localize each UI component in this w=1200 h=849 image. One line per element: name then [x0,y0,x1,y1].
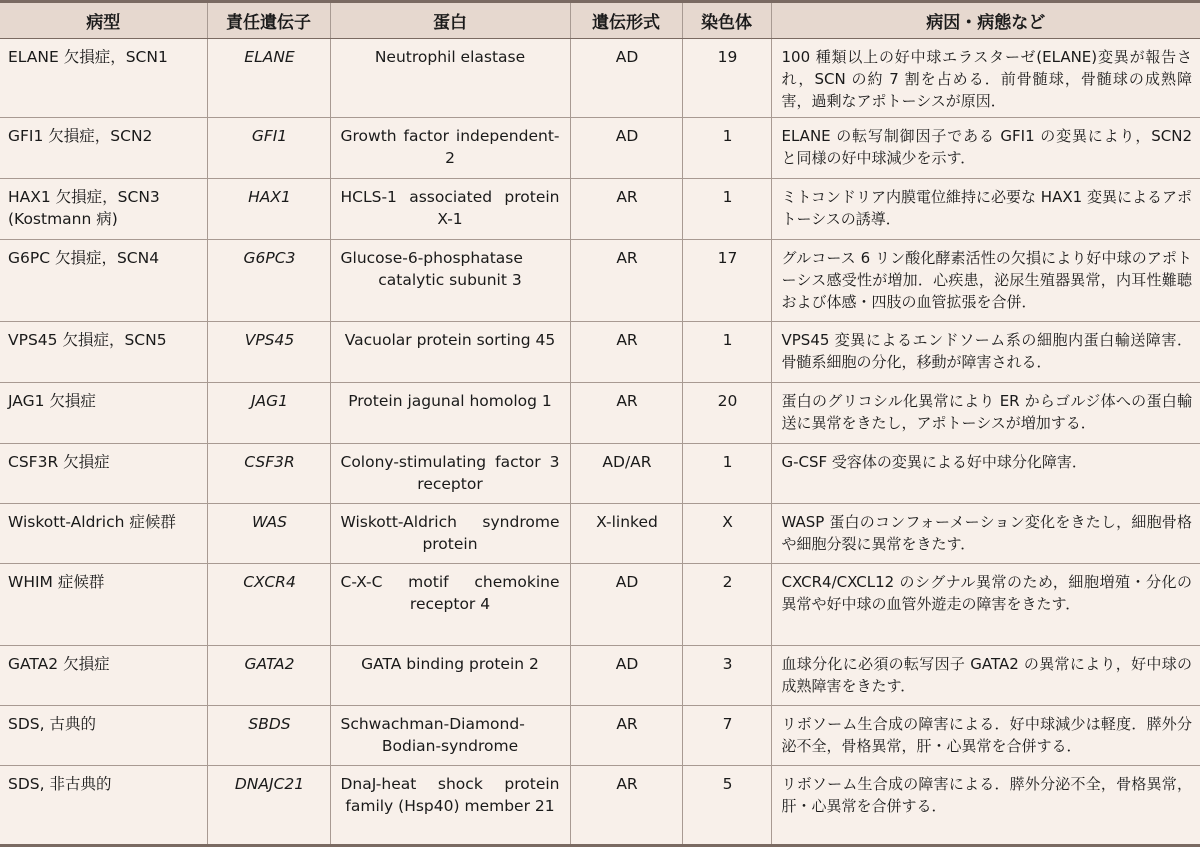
table-row [0,766,1200,846]
type-line: SDS, 古典的 [8,715,96,733]
table-row [0,322,1200,383]
description-cell: 蛋白のグリコシル化異常により ER からゴルジ体への蛋白輸送に異常をきたし，アポトーシスが増加する． [771,383,1200,444]
type-line: HAX1 欠損症，SCN3 [8,188,160,206]
protein-cell: HCLS-1 associated protein X-1 [330,179,570,240]
inheritance-cell: AR [570,179,682,240]
description-cell: グルコース 6 リン酸化酵素活性の欠損により好中球のアポトーシス感受性が増加．心疾患，泌尿生殖器異常，内耳性難聴および体感・四肢の血管拡張を合併． [771,240,1200,322]
type-line: JAG1 欠損症 [8,392,96,410]
type-cell [0,383,207,444]
table-row [0,179,1200,240]
table-row [0,39,1200,118]
inheritance-cell: X-linked [570,504,682,564]
type-line: CSF3R 欠損症 [8,453,110,471]
chromosome-cell: 5 [682,766,771,846]
type-line: ELANE 欠損症，SCN1 [8,48,168,66]
chromosome-cell: 1 [682,322,771,383]
type-line: Wiskott-Aldrich 症候群 [8,513,176,531]
table-row [0,240,1200,322]
gene-cell: SBDS [207,706,330,766]
table-body [0,39,1200,846]
inheritance-cell: AD [570,118,682,179]
type-line: SDS, 非古典的 [8,775,112,793]
description-cell: VPS45 変異によるエンドソーム系の細胞内蛋白輸送障害．骨髄系細胞の分化，移動が障害される． [771,322,1200,383]
description-cell: 100 種類以上の好中球エラスターゼ(ELANE)変異が報告され，SCN の約 7 割を占める．前骨髄球，骨髄球の成熟障害，過剰なアポトーシスが原因． [771,39,1200,118]
table-row [0,706,1200,766]
table-row [0,383,1200,444]
gene-cell: GFI1 [207,118,330,179]
description-cell: WASP 蛋白のコンフォーメーション変化をきたし，細胞骨格や細胞分裂に異常をきたす． [771,504,1200,564]
inheritance-cell: AD [570,39,682,118]
type-cell [0,504,207,564]
type-line: GATA2 欠損症 [8,655,110,673]
type-cell [0,646,207,706]
description-cell: G-CSF 受容体の変異による好中球分化障害． [771,444,1200,504]
gene-cell: VPS45 [207,322,330,383]
chromosome-cell: 2 [682,564,771,646]
type-cell [0,564,207,646]
inheritance-cell: AR [570,766,682,846]
type-cell [0,444,207,504]
type-cell [0,118,207,179]
header-inheritance: 遺伝形式 [570,2,682,39]
header-disease-type: 病型 [0,2,207,39]
chromosome-cell: 17 [682,240,771,322]
type-cell [0,766,207,846]
gene-cell: ELANE [207,39,330,118]
type-cell [0,39,207,118]
description-cell: リボソーム生合成の障害による．好中球減少は軽度．膵外分泌不全，骨格異常，肝・心異常を合併する． [771,706,1200,766]
protein-cell: Schwachman-Diamond-Bodian-syndrome [330,706,570,766]
header-protein: 蛋白 [330,2,570,39]
table-row [0,444,1200,504]
table-row [0,646,1200,706]
protein-cell: Protein jagunal homolog 1 [330,383,570,444]
gene-cell: GATA2 [207,646,330,706]
gene-cell: JAG1 [207,383,330,444]
inheritance-cell: AD/AR [570,444,682,504]
inheritance-cell: AR [570,322,682,383]
type-line: G6PC 欠損症，SCN4 [8,249,160,267]
type-cell [0,179,207,240]
protein-cell: Vacuolar protein sorting 45 [330,322,570,383]
chromosome-cell: 3 [682,646,771,706]
inheritance-cell: AR [570,706,682,766]
chromosome-cell: X [682,504,771,564]
description-cell: CXCR4/CXCL12 のシグナル異常のため，細胞増殖・分化の異常や好中球の血管外遊走の障害をきたす． [771,564,1200,646]
table-header [0,2,1200,39]
inheritance-cell: AD [570,564,682,646]
description-cell: リボソーム生合成の障害による．膵外分泌不全，骨格異常，肝・心異常を合併する． [771,766,1200,846]
table-row [0,118,1200,179]
protein-cell: GATA binding protein 2 [330,646,570,706]
protein-cell: C-X-C motif chemokine receptor 4 [330,564,570,646]
type-cell [0,240,207,322]
inheritance-cell: AR [570,240,682,322]
gene-cell: CXCR4 [207,564,330,646]
gene-cell: HAX1 [207,179,330,240]
protein-cell: Glucose-6-phosphatase catalytic subunit 3 [330,240,570,322]
description-cell: 血球分化に必須の転写因子 GATA2 の異常により，好中球の成熟障害をきたす． [771,646,1200,706]
description-cell: ELANE の転写制御因子である GFI1 の変異により，SCN2 と同様の好中球減少を示す． [771,118,1200,179]
type-line: GFI1 欠損症，SCN2 [8,127,153,145]
chromosome-cell: 1 [682,444,771,504]
protein-cell: Colony-stimulating factor 3 receptor [330,444,570,504]
chromosome-cell: 1 [682,118,771,179]
inheritance-cell: AD [570,646,682,706]
protein-cell: Growth factor independent-2 [330,118,570,179]
chromosome-cell: 20 [682,383,771,444]
table-row [0,504,1200,564]
type-line: VPS45 欠損症，SCN5 [8,331,167,349]
type-line: WHIM 症候群 [8,573,105,591]
protein-cell: DnaJ-heat shock protein family (Hsp40) member 21 [330,766,570,846]
chromosome-cell: 1 [682,179,771,240]
protein-cell: Wiskott-Aldrich syndrome protein [330,504,570,564]
gene-cell: WAS [207,504,330,564]
gene-cell: G6PC3 [207,240,330,322]
type-line: (Kostmann 病) [8,210,118,228]
protein-cell: Neutrophil elastase [330,39,570,118]
gene-cell: DNAJC21 [207,766,330,846]
type-cell [0,322,207,383]
inheritance-cell: AR [570,383,682,444]
description-cell: ミトコンドリア内膜電位維持に必要な HAX1 変異によるアポトーシスの誘導． [771,179,1200,240]
header-chromosome: 染色体 [682,2,771,39]
header-responsible-gene: 責任遺伝子 [207,2,330,39]
chromosome-cell: 7 [682,706,771,766]
chromosome-cell: 19 [682,39,771,118]
gene-cell: CSF3R [207,444,330,504]
type-cell [0,706,207,766]
table-row [0,564,1200,646]
header-pathogenesis: 病因・病態など [771,2,1200,39]
header-row [0,2,1200,39]
